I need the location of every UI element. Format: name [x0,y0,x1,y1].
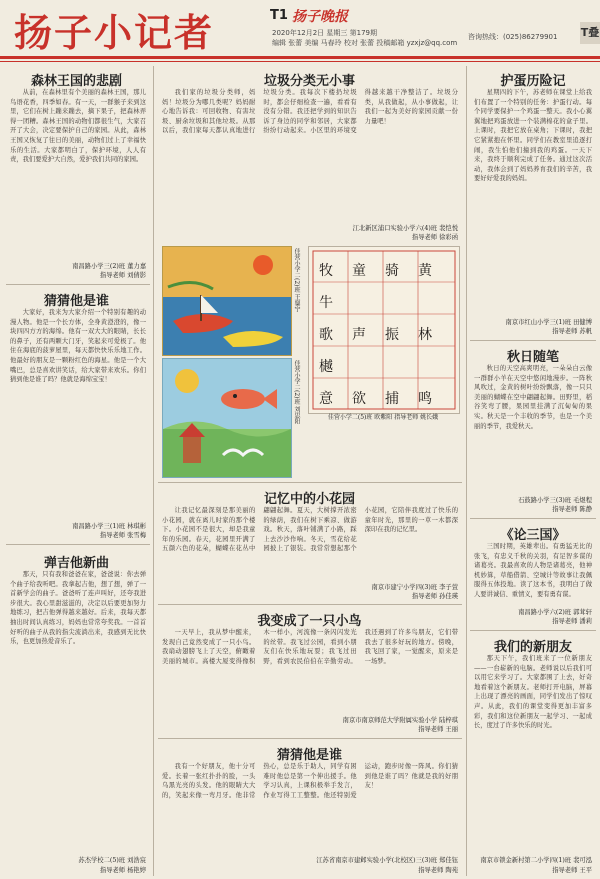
section-divider [470,630,596,631]
article-body: 大家好，我来为大家介绍一个特别有趣的动漫人物。他是一个长方体，全身黄澄澄的，像一块四四方方的海绵。他有一双大大的眼睛，长长的鼻子，还有两颗大门牙，笑起来可爱极了。他住在海底的菠萝屋里，每天都快快乐乐地工作。他最好的朋友是一颗粉红色的海星。他是一个大嘴巴，总是喜欢讲笑话，给大家带来欢乐。你们猜到他是谁了吗？他就是海绵宝宝！ [10,309,146,384]
article-title: 弹吉他新曲 [43,556,109,571]
student-drawing-boat [162,246,292,356]
hotline: 咨询热线：(025)86279901 [468,33,558,41]
teacher-line: 指导老师 杨艳婷 [99,867,146,874]
calligraphy-work [308,246,460,414]
teacher-line: 指导老师 王平 [552,867,592,874]
article-body: 让我记忆最深刻是那美丽的小花园，就在离儿时家的那个楼下。小花园不是很大，却是我童年的乐园。春天，花园里开满了五颜六色的花朵，蝴蝶在花丛中翩翩起舞。夏天，大树撑开浓密的绿荫，我们在树下乘凉、做游戏。秋天，落叶铺满了小路，踩上去沙沙作响。冬天，雪花给花园披上了银装。我常常想起那个小花园，它陪伴我度过了快乐的童年时光，那里的一草一木都深深印在我的记忆里。 [162,507,458,553]
section-divider [6,544,150,545]
article-body: 从前，在森林里有个美丽的森林王国，那儿鸟语花香，四季如春。有一天，一群猴子来到这里，它们在树上蹦来蹦去，摘下果子，把森林弄得一团糟。森林王国的动物们都很生气，大家召开了大会，决定要保护自己的家园。从此，森林王国又恢复了往日的美丽，动物们过上了幸福快乐的生活。大家都明白了，保护环境，人人有责，我们要爱护大自然，爱护我们共同的家园。 [10,89,146,164]
article-body: 秋日的天空高爽明亮，一朵朵白云像一群群小羊在天空中悠闲地漫步。一阵秋风吹过，金黄的树叶纷纷飘落，像一只只美丽的蝴蝶在空中翩翩起舞。田野里，稻谷笑弯了腰，果园里挂满了沉甸甸的果实。秋天是一个丰收的季节，也是一个美丽的季节，我爱秋天。 [474,365,592,430]
section-divider [158,482,462,483]
author-line: 南昌路小学六(2)班 郭茸轩 [518,609,592,616]
author-line: 江苏省南京市建邺实验小学(北校区)三(3)班 郑佳钰 [316,857,458,864]
author-line: 江北新区浦口实验小学六(4)班 裴恺悦 [352,225,458,232]
article-body: 我有一个好朋友，他十分可爱。长着一张红扑扑的脸，一头乌黑光亮的头发。他的眼睛大大的，笑起来像一弯月牙。他非常热心，总是乐于助人，同学有困难时他总是第一个伸出援手。他学习认真，上课积极举手发言，作业写得工工整整。他还特别爱运动，跑步时像一阵风。你们猜到他是谁了吗？他就是我的好朋友！ [162,763,458,799]
page-number: T1 [270,8,288,23]
section-divider [158,604,462,605]
image-caption: 佳营小学二(2)班 刘思阳 [293,360,300,425]
image-caption: 佳营小学二(2)班 王鋆宁 [293,248,300,313]
teacher-line: 指导老师 刘倩影 [99,272,146,279]
author-line: 南京市南京师范大学附属实验小学 陆梓琪 [342,717,458,724]
author-line: 南京市锁金新村第二小学四(1)班 裴可泓 [480,857,592,864]
teacher-line: 指导老师 潘莉 [552,618,592,625]
article-body: 那天，只有我和爸爸在家，爸爸说：你去弹个曲子给我听吧。我拿起吉他，想了想，弹了一首新学会的曲子。爸爸听了连声叫好，还夸我进步很大。我心里甜滋滋的，决定以后要更加努力地练习，把吉他弹得越来越好。后来，我每天都抽出时间认真练习，妈妈也常常夸奖我。一首首好听的曲子从我的指尖流淌出来，我感到无比快乐，也更加热爱音乐了。 [10,571,146,646]
article-body: 星期四的下午，苏老师在课堂上给我们布置了一个特别的任务：护蛋行动。每个同学要保护一个鸡蛋一整天。我小心翼翼地把鸡蛋放进一个装满棉花的盒子里。上课时，我把它放在桌角；下课时，我把它紧紧抱在怀里。同学们在教室里追逐打闹，我生怕他们撞到我的鸡蛋。一天下来，我终于顺利完成了任务。通过这次活动，我体会到了妈妈养育我们的辛苦，我要好好爱我的妈妈。 [474,89,592,183]
section-divider [470,518,596,519]
article-title: 我们的新朋友 [493,640,572,655]
teacher-line: 指导老师 王丽 [418,726,458,733]
author-line: 苏杰学校二(5)班 刘浩宸 [78,857,146,864]
masthead-title: 扬子小记者 [14,11,215,55]
staff-credits: 编辑 张蕾 美编 马春玲 校对 张蕾 投稿邮箱 yzxjz@qq.com [272,39,458,47]
article-body: 我们家的垃圾分类师，妈妈！垃圾分为哪几类呢？妈妈耐心地告诉我：可回收物、有害垃圾、厨余垃圾和其他垃圾。从那以后，我们家每天都认真地进行垃圾分类。我每次下楼扔垃圾时，都会仔细检查一遍，看看有没有分错。我还把学到的知识告诉了身边的同学和邻居，大家都纷纷行动起来。小区里的环境变得越来越干净整洁了。垃圾分类，从我做起，从小事做起，让我们一起为美好的家园贡献一份力量吧！ [162,89,458,135]
column-divider [466,66,467,876]
calligraphy-line: 歌声振林樾 [319,327,451,375]
author-line: 南京市红山小学三(1)班 田健博 [505,319,592,326]
calligraphy-line: 意欲捕鸣 [319,391,451,407]
teacher-line: 指导老师 孙佳瑛 [411,593,458,600]
article-title: 记忆中的小花园 [263,492,355,507]
masthead-rule [0,56,600,59]
image-caption: 佳营小学二(5)班 欧紫阳 指导老师 姚长娥 [327,414,439,421]
section-divider [158,738,462,739]
calligraphy-line: 牧童骑黄牛 [319,263,451,311]
teacher-line: 指导老师 陶苑 [418,867,458,874]
article-title: 秋日随笔 [506,350,559,365]
article-body: 那天下午，我们班来了一位新朋友——一台崭新的电脑。老师说以后我们可以用它来学习了。大家都围了上去，好奇地看着这个新朋友。老师打开电脑，屏幕上出现了漂亮的画面，同学们发出了惊叹声。从此，我们的课堂变得更加丰富多彩，我们和这位新朋友一起学习、一起成长，度过了许多快乐的时光。 [474,655,592,730]
newspaper-logo: 扬子晚报 [292,9,348,25]
teacher-line: 指导老师 张雪梅 [99,532,146,539]
author-line: 南昌路小学三(2)班 董力嘉 [72,263,146,270]
article-title: 护蛋历险记 [500,74,566,89]
author-line: 石鼓路小学三(3)班 毛煜程 [518,497,592,504]
article-title: 我变成了一只小鸟 [257,614,362,629]
drawing-illustration [163,359,291,477]
article-body: 一天早上，我从梦中醒来，发现自己竟然变成了一只小鸟。我扇动翅膀飞上了天空，俯瞰着美丽的城市。高楼大厦变得像积木一样小，河流像一条闪闪发光的丝带。我飞过公园，看到小朋友们在快乐地玩耍；我飞过田野，看到农民伯伯在辛勤劳动。我还遇到了许多鸟朋友，它们带我去了很多好玩的地方。傍晚，我飞回了家，一觉醒来，原来是一场梦。 [162,629,458,665]
article-title: 森林王国的悲剧 [30,74,122,89]
article-body: 三国时期，英雄辈出。有勇猛无比的张飞，有忠义千秋的关羽，有足智多谋的诸葛亮。我最喜欢的人物是诸葛亮，他神机妙算，草船借箭、空城计等故事让我佩服得五体投地。读了这本书，我明白了做人要讲诚信、重情义，要有勇有谋。 [474,543,592,598]
teacher-line: 指导老师 陈静 [552,506,592,513]
calligraphy-text [319,255,451,414]
author-line: 南昌路小学三(1)班 林琪彬 [72,523,146,530]
author-line: 南京市建宁小学四(3)班 李子萱 [371,584,458,591]
teacher-line: 指导老师 苏帆 [552,328,592,335]
article-title: 《论三国》 [500,528,566,543]
section-divider [470,340,596,341]
article-title: 垃圾分类无小事 [263,74,355,89]
masthead-rule-thin [0,61,600,62]
issue-date: 2020年12月2日 星期三 第179期 [272,29,377,37]
section-divider [6,284,150,285]
article-title: 猜猜他是谁 [276,748,342,763]
teacher-line: 指导老师 徐彩函 [411,234,458,241]
student-drawing-scene [162,358,292,478]
article-title: 猜猜他是谁 [43,294,109,309]
section-tab: T叠 [580,22,600,44]
drawing-illustration [163,247,291,355]
